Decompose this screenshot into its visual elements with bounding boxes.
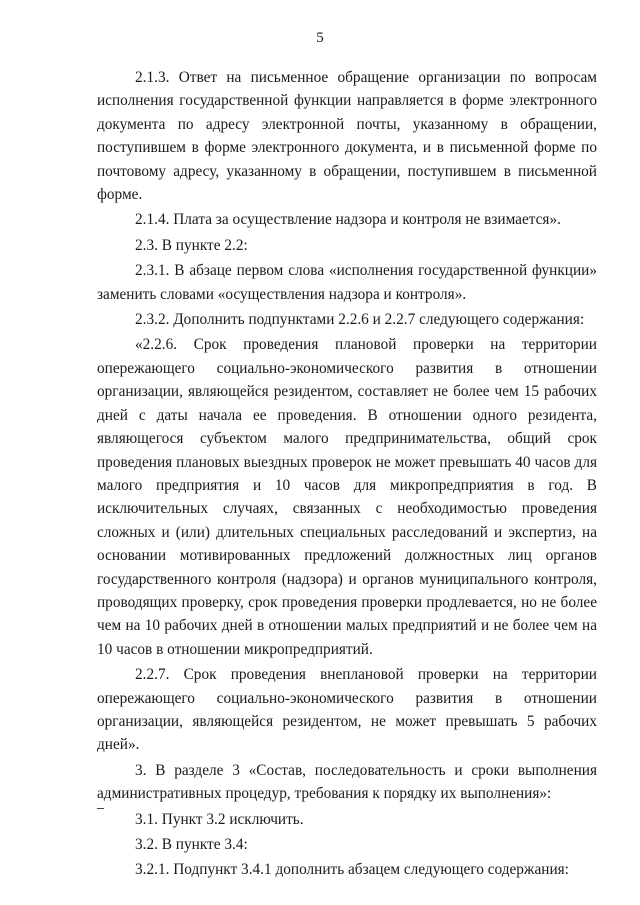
paragraph-3: 3. В разделе 3 «Состав, последовательность и сроки выполнения административных процедур, требования к порядку их выполнения»: bbox=[97, 761, 597, 803]
paragraph-3-1: 3.1. Пункт 3.2 исключить. bbox=[135, 810, 304, 828]
paragraph-2-2-6: «2.2.6. Срок проведения плановой проверки на территории опережающего социально-экономического развития в отношении организации, являющейся резидентом, составляет не более чем 15 рабочих дней с даты начала ее проведения. В отношении одного резидента, являющегося субъектом малого предпринимательства, общий срок проведения плановых выездных проверок не может превышать 40 часов для малого предприятия и 10 часов для микропредприятия в год. В исключительных случаях, связанных с необходимостью проведения сложных и (или) длительных специальных расследований и экспертиз, на основании мотивированных предложений должностных лиц органов государственного контроля (надзора) и органов муниципального контроля, проводящих проверку, срок проведения проверки продлевается, но не более чем на 10 рабочих дней в отношении малых предприятий и не более чем на 10 часов в отношении микропредприятий. bbox=[97, 336, 597, 658]
paragraph-2-3: 2.3. В пункте 2.2: bbox=[135, 236, 248, 254]
paragraph-3-2: 3.2. В пункте 3.4: bbox=[135, 836, 248, 853]
paragraph-2-1-4: 2.1.4. Плата за осуществление надзора и контроля не взимается». bbox=[135, 211, 561, 229]
paragraph-2-3-1: 2.3.1. В абзаце первом слова «исполнения государственной функции» заменить словами «осуществления надзора и контроля». bbox=[97, 262, 597, 303]
paragraph-3-2-1: 3.2.1. Подпункт 3.4.1 дополнить абзацем следующего содержания: bbox=[135, 861, 569, 879]
paragraph-2-1-3: 2.1.3. Ответ на письменное обращение организации по вопросам исполнения государственной функции направляется в форме электронного документа по адресу электронной почты, указанному в обращении, поступившем в форме электронного документа, и в письменной форме по почтовому адресу, указанному в обращении, поступившем в письменной форме. bbox=[97, 69, 597, 204]
scan-artifact-mark bbox=[97, 808, 104, 809]
page-number: 5 bbox=[316, 30, 324, 46]
paragraph-2-2-7: 2.2.7. Срок проведения внеплановой проверки на территории опережающего социально-экономического развития в отношении организации, являющейся резидентом, не может превышать 5 рабочих дней». bbox=[97, 666, 597, 754]
paragraph-2-3-2: 2.3.2. Дополнить подпунктами 2.2.6 и 2.2.7 следующего содержания: bbox=[135, 311, 585, 329]
document-body bbox=[97, 66, 597, 882]
